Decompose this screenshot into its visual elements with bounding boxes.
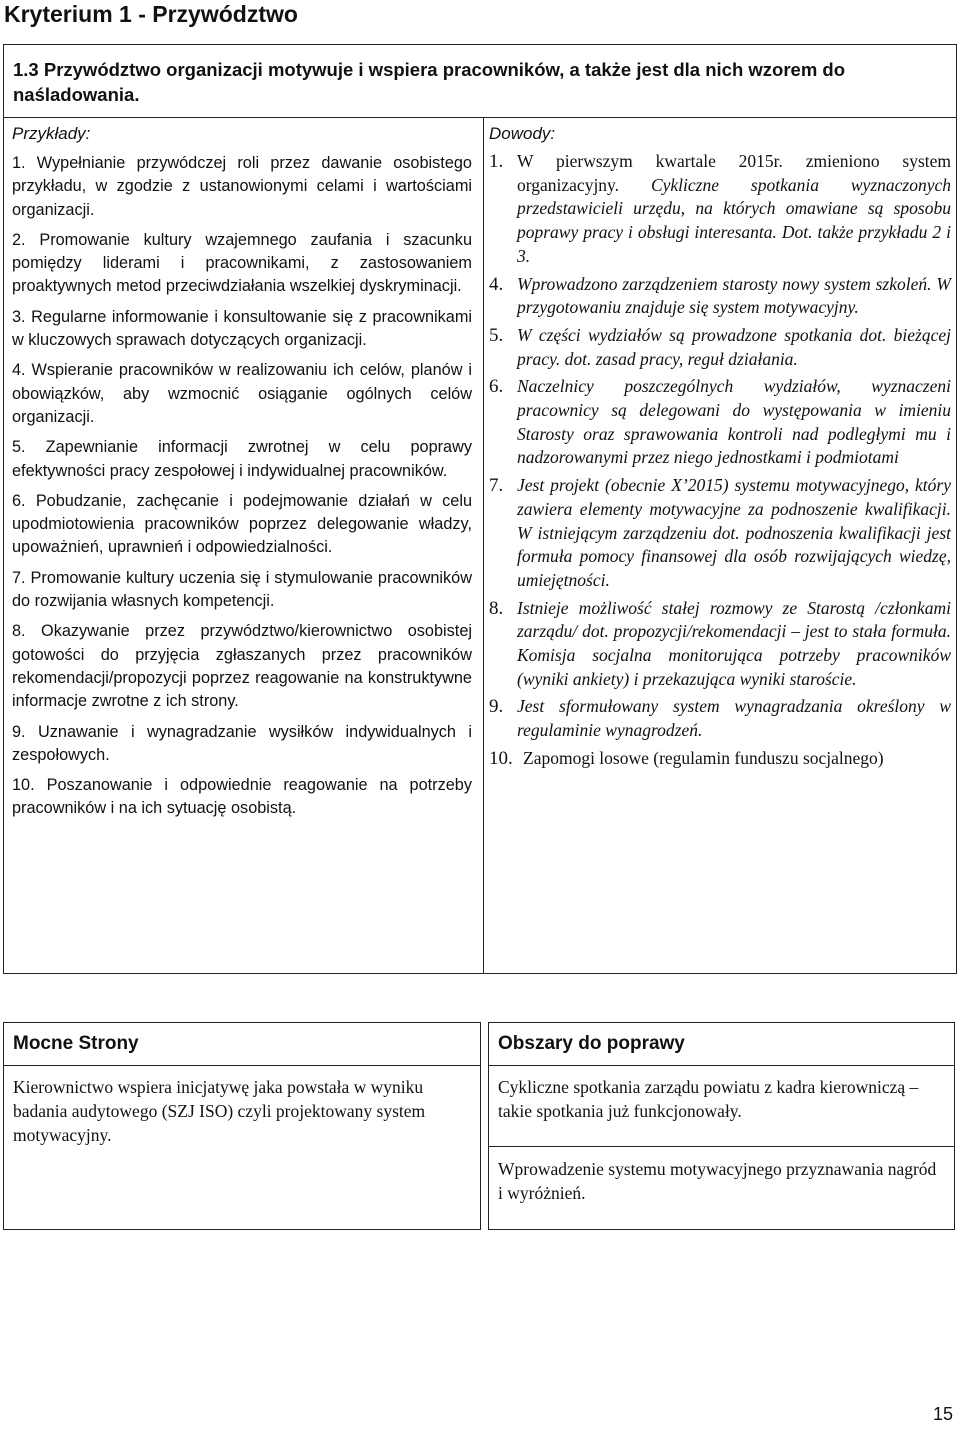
evidence-column <box>489 122 951 775</box>
example-item: 4. Wspieranie pracowników w realizowaniu ich celów, planów i obowiązków, aby wzmocnić osiąganie ogólnych celów organizacji. <box>12 361 472 426</box>
example-item: 9. Uznawanie i wynagradzanie wysiłków indywidualnych i zespołowych. <box>12 722 472 764</box>
examples-header: Przykłady: <box>12 124 91 143</box>
evidence-text-italic: Jest projekt (obecnie X’2015) systemu motywacyjnego, który zawiera elementy motywacyjne za podnoszenie kwalifikacji. W istniejącym zarządzeniu dot. podnoszenia kwalifikacji jest formuła pomocy finansowej dla osób rozwijających wiedzę, umiejętności. <box>517 475 951 590</box>
evidence-text-italic: W części wydziałów są prowadzone spotkania dot. bieżącej pracy. dot. zasad pracy, reguł działania. <box>517 324 951 369</box>
strengths-text: Kierownictwo wspiera inicjatywę jaka powstała w wyniku badania audytowego (SZJ ISO) czyli projektowany system motywacyjny. <box>13 1077 426 1145</box>
evidence-number: 1. <box>489 151 504 172</box>
evidence-number: 5. <box>489 324 504 346</box>
example-item: 5. Zapewnianie informacji zwrotnej w celu poprawy efektywności pracy zespołowej i indywidualnej pracowników. <box>12 438 472 480</box>
evidence-item <box>489 375 951 470</box>
improvement-item: Cykliczne spotkania zarządu powiatu z kadra kierowniczą – takie spotkania już funkcjonowały. <box>498 1077 919 1121</box>
evidence-text-italic: Istnieje możliwość stałej rozmowy ze Starostą /członkami zarządu/ dot. propozycji/rekomendacji – jest to stała formuła. Komisja socjalna monitorująca potrzeby pracowników (wyniki ankiety) i przekazująca wyniki staroście. <box>517 597 951 689</box>
evidence-number: 9. <box>489 696 504 718</box>
criterion-box <box>3 44 957 974</box>
example-item: 8. Okazywanie przez przywództwo/kierownictwo osobistej gotowości do przyjęcia zgłaszanych przez pracowników rekomendacji/propozycji poprzez reagowanie na konstruktywne informacje zwrotne z ich strony. <box>12 622 472 711</box>
evidence-text: Zapomogi losowe (regulamin funduszu socjalnego) <box>523 747 884 768</box>
column-divider <box>483 118 484 973</box>
example-item: 2. Promowanie kultury wzajemnego zaufania i szacunku pomiędzy liderami i pracownikami, z zastosowaniem proaktywnych metod przeciwdziałania wszelkiej dyskryminacji. <box>12 230 472 296</box>
evidence-number: 10. <box>489 747 513 769</box>
example-item: 7. Promowanie kultury uczenia się i stymulowanie pracowników do rozwijania własnych kompetencji. <box>12 568 472 611</box>
strengths-box <box>3 1022 481 1230</box>
evidence-item <box>489 597 951 692</box>
example-item: 6. Pobudzanie, zachęcanie i podejmowanie działań w celu upodmiotowienia pracowników poprzez delegowanie władzy, upoważnień, uprawnień i odpowiedzialności. <box>12 491 472 557</box>
criterion-heading: 1.3 Przywództwo organizacji motywuje i wspiera pracowników, a także jest dla nich wzorem do naśladowania. <box>13 59 846 105</box>
evidence-text-italic: Cykliczne spotkania wyznaczonych przedstawicieli urzędu, na których omawiane są sposobu poprawy pracy i obsługi interesanta. Dot. także przykładu 2 i 3. <box>517 174 951 266</box>
improvement-item: Wprowadzenie systemu motywacyjnego przyznawania nagród i wyróżnień. <box>498 1159 937 1203</box>
strengths-header: Mocne Strony <box>13 1033 139 1054</box>
evidence-number: 4. <box>489 273 504 295</box>
page-number: 15 <box>933 1404 954 1424</box>
evidence-text-italic: Wprowadzono zarządzeniem starosty nowy system szkoleń. W przygotowaniu znajduje się system motywacyjny. <box>517 273 951 318</box>
evidence-text-italic: Jest sformułowany system wynagradzania określony w regulaminie wynagrodzeń. <box>517 696 951 741</box>
page-title: Kryterium 1 - Przywództwo <box>4 1 298 27</box>
evidence-text: W pierwszym kwartale 2015r. zmieniono system organizacyjny. <box>517 151 951 195</box>
evidence-item <box>489 273 951 320</box>
evidence-number: 6. <box>489 376 504 398</box>
evidence-item <box>489 474 951 593</box>
examples-column <box>12 122 472 828</box>
evidence-number: 8. <box>489 597 504 619</box>
evidence-item <box>489 695 951 742</box>
strengths-header-row <box>4 1023 480 1066</box>
evidence-header: Dowody: <box>489 124 556 143</box>
improvements-header: Obszary do poprawy <box>498 1033 685 1054</box>
evidence-number: 7. <box>489 475 504 497</box>
evidence-text-italic: Naczelnicy poszczególnych wydziałów, wyznaczeni pracownicy są delegowani do występowania w imieniu Starosty oraz sprawowania kontroli nad podległymi mu i nadzorowanymi przez niego jednostkami i podmiotami <box>517 376 951 468</box>
example-item: 10. Poszanowanie i odpowiednie reagowanie na potrzeby pracowników i na ich sytuację osobistą. <box>12 776 472 818</box>
example-item: 1. Wypełnianie przywódczej roli przez dawanie osobistego przykładu, w zgodzie z ustanowionymi celami i wartościami organizacji. <box>12 154 472 219</box>
criterion-header-row <box>4 45 956 118</box>
evidence-item <box>489 150 951 269</box>
improvements-divider <box>489 1146 954 1147</box>
example-item: 3. Regularne informowanie i konsultowanie się z pracownikami w kluczowych sprawach dotyczących organizacji. <box>12 307 472 350</box>
evidence-item <box>489 324 951 371</box>
improvements-header-row <box>489 1023 954 1066</box>
improvements-box <box>488 1022 955 1230</box>
evidence-item <box>489 747 951 771</box>
